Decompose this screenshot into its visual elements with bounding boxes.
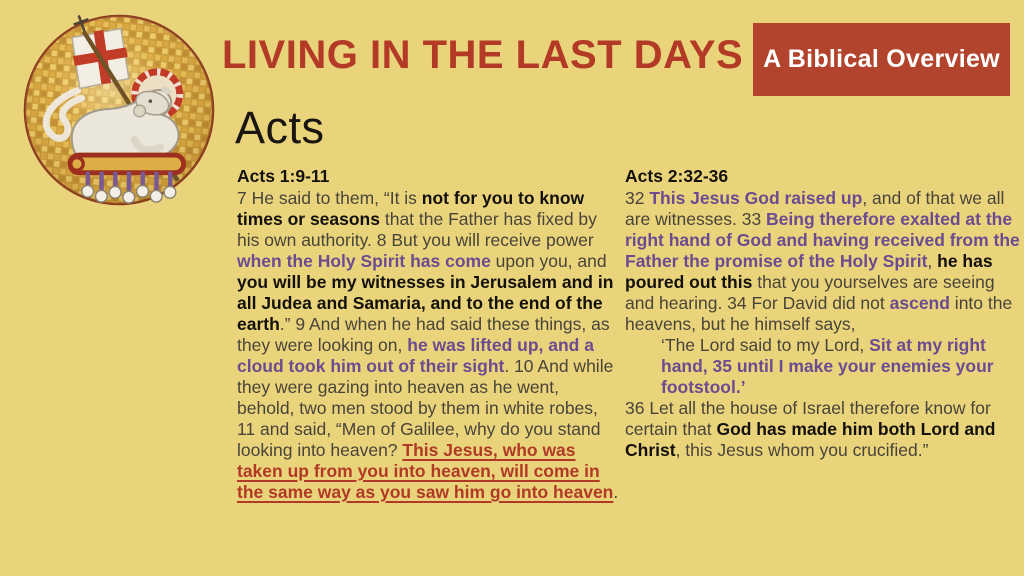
text-run-plain: that the Father has fixed by his own authority. 8 But you will receive power <box>237 209 597 250</box>
text-run-plain: ‘The Lord said to my Lord, <box>661 335 870 355</box>
scripture-heading: Acts 2:32-36 <box>625 166 729 186</box>
scripture-paragraph <box>625 398 1022 461</box>
text-run-plain: .” 9 And when he had said these things, as they were looking on, <box>237 314 610 355</box>
text-run-purple: Sit at my right hand, 35 until I make your enemies your footstool.’ <box>661 335 994 397</box>
text-run-purple: ascend <box>889 293 950 313</box>
text-run-plain: 36 Let all the house of Israel therefore know for certain that <box>625 398 991 439</box>
text-run-plain: into the heavens, but he himself says, <box>625 293 1013 334</box>
text-run-plain: , <box>927 251 938 271</box>
text-run-plain: 32 <box>625 188 650 208</box>
text-run-plain: that you yourselves are seeing and hearing. 34 For David did not <box>625 272 995 313</box>
subtitle-badge-label: A Biblical Overview <box>763 45 1000 73</box>
text-run-redu: This Jesus, who was taken up from you into heaven, will come in the same way as you saw him go into heaven <box>237 440 614 502</box>
text-run-plain: 7 He said to them, “It is <box>237 188 422 208</box>
scripture-column-acts-2 <box>625 166 1022 461</box>
subtitle-badge <box>753 23 1010 96</box>
agnus-dei-lamb-mosaic-icon <box>21 12 217 208</box>
text-run-bold: he has poured out this <box>625 251 993 292</box>
text-run-bold: God has made him both Lord and Christ <box>625 419 996 460</box>
text-run-plain: upon you, and <box>490 251 607 271</box>
scripture-column-acts-1 <box>237 166 619 503</box>
text-run-purple: he was lifted up, and a cloud took him out of their sight <box>237 335 594 376</box>
text-run-purple: This Jesus God raised up <box>649 188 863 208</box>
text-run-plain: , and of that we all are witnesses. 33 <box>625 188 1005 229</box>
scripture-paragraph <box>625 188 1022 335</box>
text-run-bold: not for you to know times or seasons <box>237 188 585 229</box>
text-run-plain: . <box>613 482 619 502</box>
scripture-paragraph <box>661 335 1022 398</box>
scripture-paragraph <box>237 188 619 503</box>
text-run-plain: . 10 And while they were gazing into heaven as he went, behold, two men stood by them in white robes, 11 and said, “Men of Galilee, why do you stand looking into heaven? <box>237 356 614 460</box>
text-run-purple: Being therefore exalted at the right hand of God and having received from the Father the promise of the Holy Spirit <box>625 209 1020 271</box>
text-run-plain: , this Jesus whom you crucified.” <box>675 440 929 460</box>
slide-title: LIVING IN THE LAST DAYS <box>222 33 744 77</box>
text-run-purple: when the Holy Spirit has come <box>237 251 491 271</box>
page-title: Acts <box>235 102 325 153</box>
text-run-bold: you will be my witnesses in Jerusalem and in all Judea and Samaria, and to the end of the earth <box>237 272 614 334</box>
scripture-heading: Acts 1:9-11 <box>237 166 330 186</box>
